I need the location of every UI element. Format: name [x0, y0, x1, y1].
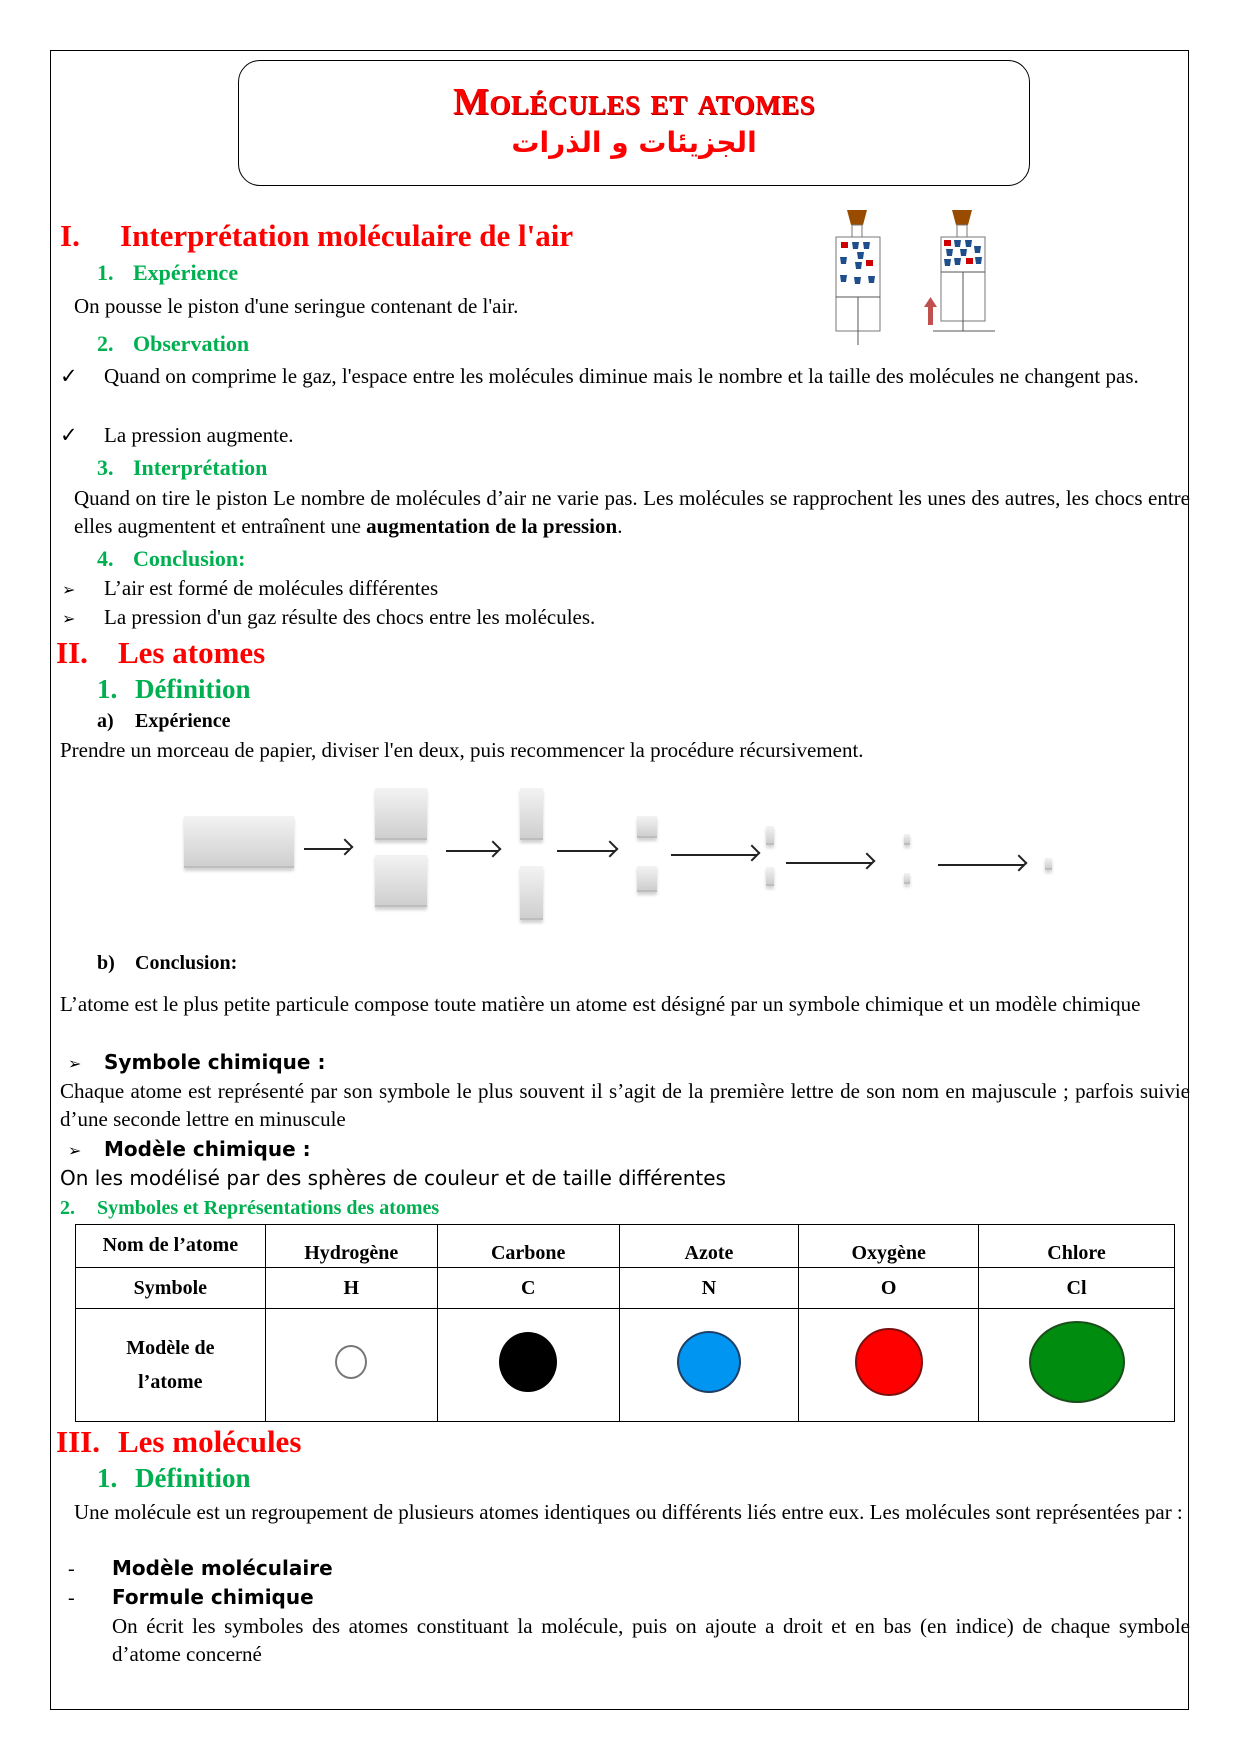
- title-arabic: الجزيئات و الذرات: [511, 126, 757, 159]
- paper-piece: [904, 834, 910, 845]
- formule-chimique-item: - Formule chimique: [68, 1585, 314, 1609]
- section-1-title: Interprétation moléculaire de l'air: [120, 218, 574, 253]
- syringe-diagram: [815, 205, 995, 345]
- paper-piece: [1045, 858, 1052, 870]
- observation-heading: 2. Observation: [97, 331, 250, 356]
- arrow-icon: [304, 848, 350, 850]
- arrow-icon: [938, 864, 1024, 866]
- title-french: Molécules et atomes: [453, 81, 815, 123]
- row-header-model: Modèle de l’atome: [76, 1309, 266, 1422]
- table-row-symbols: Symbole H C N O Cl: [76, 1268, 1175, 1309]
- carbon-sphere-icon: [499, 1332, 557, 1392]
- paper-piece: [766, 826, 774, 845]
- conclusion-bullet-2: ➢ La pression d'un gaz résulte des chocs entre les molécules.: [62, 603, 595, 634]
- paper-piece: [520, 788, 543, 840]
- paper-piece: [904, 873, 910, 884]
- arrow-icon: [446, 850, 498, 852]
- conclusion-heading: 4. Conclusion:: [97, 546, 246, 571]
- arrow-bullet-icon: ➢: [68, 1056, 82, 1073]
- observation-bullet-1: ✓ Quand on comprime le gaz, l'espace entre les molécules diminue mais le nombre et la taille des molécules ne changent pas.: [60, 364, 1139, 388]
- representations-heading: 2. Symboles et Représentations des atomes: [60, 1197, 440, 1219]
- modele-chimique-text: On les modélisé par des sphères de couleur et de taille différentes: [60, 1166, 726, 1190]
- syringe-after: [924, 210, 995, 331]
- check-icon: ✓: [60, 423, 78, 447]
- atom-conclusion-text: L’atome est le plus petite particule compose toute matière un atome est désigné par un symbole chimique et un modèle chimique: [60, 992, 1141, 1016]
- arrow-bullet-icon: ➢: [68, 1143, 82, 1160]
- hydrogen-sphere-icon: [335, 1345, 367, 1379]
- atom-experience-text: Prendre un morceau de papier, diviser l'en deux, puis recommencer la procédure récursivement.: [60, 738, 864, 762]
- molecule-definition-text: Une molécule est un regroupement de plusieurs atomes identiques ou différents liés entre eux. Les molécules sont représentées par :: [74, 1500, 1183, 1524]
- title-box: [238, 60, 1030, 186]
- interpretation-text: Quand on tire le piston Le nombre de molécules d’air ne varie pas. Les molécules se rapprochent les unes des autres, les chocs entre elles augmentent et entraînent une augmentation de la pression.: [74, 486, 1190, 538]
- oxygen-sphere-icon: [855, 1328, 923, 1396]
- nitrogen-sphere-icon: [677, 1331, 741, 1393]
- row-header-symbol: Symbole: [76, 1268, 266, 1309]
- arrow-bullet-icon: ➢: [62, 611, 76, 628]
- conclusion-bullet-1: ➢ L’air est formé de molécules différentes: [62, 574, 438, 605]
- interpretation-heading: 3. Interprétation: [97, 455, 268, 480]
- section-1-number: I.: [60, 218, 80, 253]
- paper-piece: [375, 788, 427, 840]
- modele-chimique-heading: ➢ Modèle chimique :: [68, 1137, 311, 1161]
- experience-heading: 1. Expérience: [97, 260, 239, 285]
- paper-piece: [637, 866, 657, 892]
- atom-experience-heading: a) Expérience: [97, 710, 231, 732]
- arrow-icon: [786, 862, 872, 864]
- table-row-models: [76, 1309, 1175, 1422]
- paper-piece: [637, 816, 657, 838]
- atoms-table: [75, 1224, 1175, 1422]
- section-2-heading: II. Les atomes: [56, 635, 266, 670]
- paper-piece: [375, 855, 427, 907]
- formule-chimique-text: On écrit les symboles des atomes constituant la molécule, puis on ajoute a droit et en bas (en indice) de chaque symbole d’atome concerné: [112, 1614, 1190, 1666]
- check-icon: ✓: [60, 364, 78, 388]
- symbole-chimique-heading: ➢ Symbole chimique :: [68, 1050, 326, 1074]
- atom-conclusion-heading: b) Conclusion:: [97, 952, 238, 974]
- section-3-heading: III. Les molécules: [56, 1424, 302, 1459]
- paper-piece: [520, 866, 543, 920]
- row-header-name: Nom de l’atome: [76, 1225, 266, 1268]
- arrow-bullet-icon: ➢: [62, 582, 76, 599]
- atom-definition-heading: 1. Définition: [97, 674, 251, 704]
- arrow-icon: [557, 850, 615, 852]
- molecule-definition-heading: 1. Définition: [97, 1463, 251, 1493]
- experience-text: On pousse le piston d'une seringue contenant de l'air.: [74, 294, 519, 318]
- observation-bullet-2: ✓ La pression augmente.: [60, 423, 294, 447]
- paper-piece: [184, 816, 294, 868]
- table-row-names: Nom de l’atome Hydrogène Carbone Azote Oxygène Chlore: [76, 1225, 1175, 1268]
- arrow-icon: [671, 854, 757, 856]
- paper-piece: [766, 867, 774, 886]
- modele-moleculaire-item: - Modèle moléculaire: [68, 1556, 333, 1580]
- syringe-before: [836, 210, 880, 345]
- symbole-chimique-text: Chaque atome est représenté par son symbole le plus souvent il s’agit de la première lettre de son nom en majuscule ; parfois suivie d’une seconde lettre en minuscule: [60, 1079, 1190, 1131]
- chlorine-sphere-icon: [1029, 1321, 1125, 1403]
- section-1-heading: [60, 218, 573, 254]
